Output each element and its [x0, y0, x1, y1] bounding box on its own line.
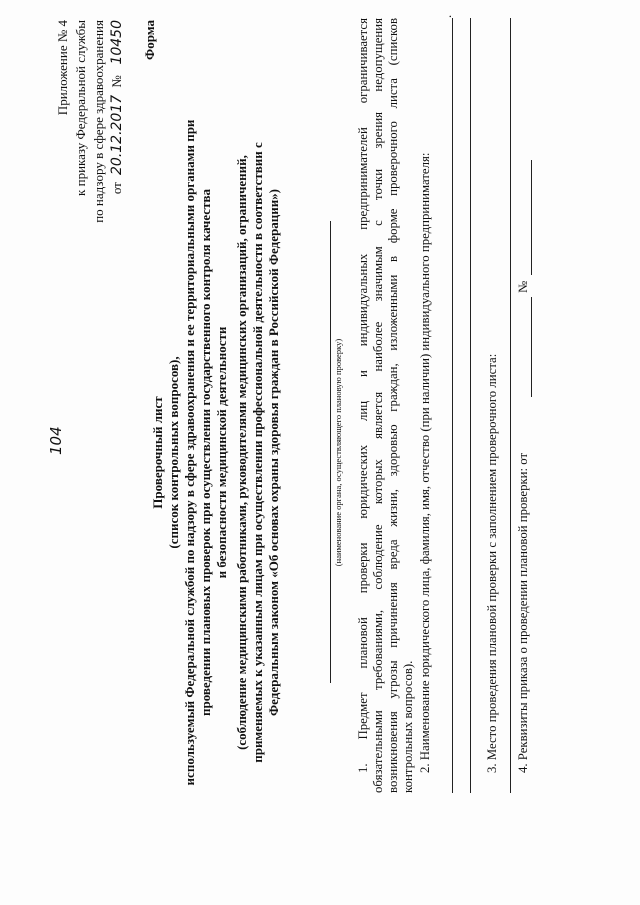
title-line3: используемый Федеральной службой по надзору в сфере здравоохранения и ее территориальными органами при: [182, 119, 197, 786]
item4-label: 4. Реквизиты приказа о проведении плановой проверки: от: [516, 452, 530, 773]
title-line8: Федеральным законом «Об основах охраны здоровья граждан в Российской Федерации»): [266, 188, 281, 717]
item4-number-line: [531, 160, 532, 275]
appendix-line2: к приказу Федеральной службы: [73, 20, 88, 196]
appendix-line3: по надзору в сфере здравоохранения: [91, 20, 106, 223]
item3-answer-line: [510, 18, 511, 793]
appendix-line1: Приложение № 4: [55, 20, 70, 116]
item2-answer-line: [452, 18, 453, 793]
date-prefix: от: [109, 182, 124, 195]
organ-name-line: [330, 221, 331, 683]
title-line4: проведении плановых проверок при осуществлении государственного контроля качества: [198, 189, 213, 716]
page-number: 104: [47, 426, 65, 455]
item3-label: 3. Место проведения плановой проверки с заполнением проверочного листа:: [485, 353, 499, 773]
form-label: Форма: [142, 20, 157, 60]
title-line5: и безопасности медицинской деятельности: [214, 326, 229, 579]
title-line7: применяемых к указанным лицам при осуществлении профессиональной деятельности в соответствии с: [250, 142, 265, 763]
order-number: 10450: [109, 20, 125, 65]
appendix-date-row: [108, 20, 126, 340]
item1-line3: возникновения угрозы причинения вреда жизни, здоровью граждан, изложенными в форме проверочного листа (списков: [386, 18, 400, 793]
end-dot: .: [440, 14, 454, 18]
title-line6: (соблюдение медицинскими работниками, руководителями медицинских организаций, ограничений,: [234, 155, 249, 750]
item2-label: 2. Наименование юридического лица, фамилия, имя, отчество (при наличии) индивидуального предпринимателя:: [418, 152, 432, 773]
item1-line1: 1. Предмет плановой проверки юридических лиц и индивидуальных предпринимателей ограничивается: [356, 18, 370, 773]
item4-date-line: [531, 297, 532, 397]
item4-number-sign: №: [516, 280, 530, 293]
item1-line4: контрольных вопросов).: [401, 660, 415, 793]
organ-caption: (наименование органа, осуществляющего плановую проверку): [333, 338, 343, 567]
order-date: 20.12.2017: [109, 94, 125, 175]
number-prefix: №: [109, 75, 124, 88]
title-line1: Проверочный лист: [150, 396, 165, 509]
separator-line: [470, 18, 471, 793]
appendix-block: [54, 20, 126, 340]
item1-line2: обязательными требованиями, соблюдение которых является наиболее значимым с точки зрения недопущения: [371, 18, 385, 793]
title-line2: (список контрольных вопросов),: [166, 356, 181, 549]
